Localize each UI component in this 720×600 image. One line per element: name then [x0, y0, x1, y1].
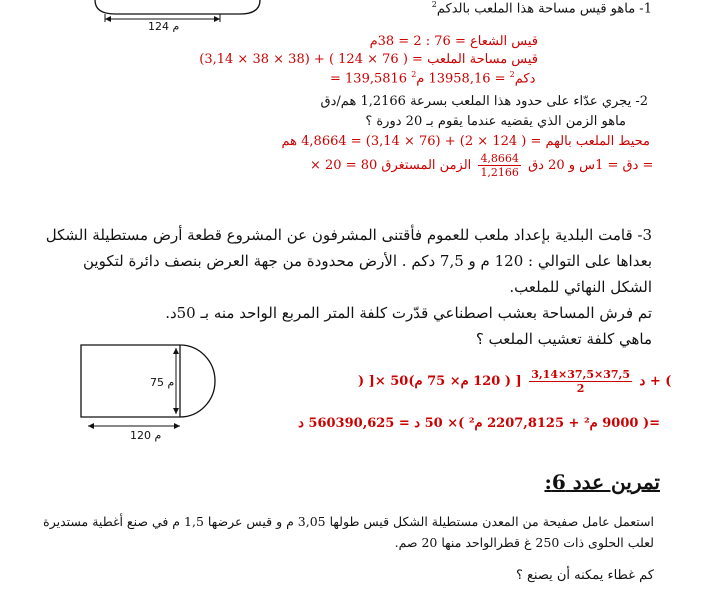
ex6-paragraph-line2: لعلب الحلوى ذات 250 غ قطرالواحد منها 20 صم. [394, 535, 654, 550]
stadium-figure-top [70, 0, 270, 32]
ex3-paragraph-line4: تم فرش المساحة بعشب اصطناعي قدّرت كلفة المتر المربع الواحد منه بـ 50د. [165, 304, 652, 322]
ex3-paragraph-line1: 3- قامت البلدية بإعداد ملعب للعموم فأقتنى المشرفون عن المشروع قطعة أرض مستطيلة الشكل [45, 226, 652, 244]
stadium-figure-ex3 [80, 340, 250, 445]
fig-height-label: 75 م [150, 376, 175, 389]
ex3-cost-result: =( 9000 م² + 2207,8125 م² )× 50 د = 560390,625 د [298, 416, 660, 431]
answer-2-time: × 20 = 80 دق = 1س و 20 دق $\frac{4,8664}{1,2166}$ الزمن المستغرق = [310, 152, 654, 179]
fig-top-width-label: 124 م [148, 20, 180, 32]
answer-2-perimeter: محيط الملعب بالهم = ( 124 × 2) + (76 × 3,14) = 4,8664 هم [281, 134, 650, 149]
ex3-paragraph-line2: بعداها على التوالي : 120 م و 7,5 دكم . الأرض محدودة من جهة العرض بنصف دائرة لتكوين [83, 252, 652, 270]
ex3-cost-formula: ) ]× 50د $\frac{3,14\times 37,5\times 37,5}{2}$ [ ( 120 م× 75 م) + ( [358, 368, 672, 395]
answer-1-area-result: = 139,5816 دكم$^2$ = 13958,16 م$^2$ [330, 70, 536, 87]
ex6-question: كم غطاء يمكنه أن يصنع ؟ [515, 568, 654, 583]
answer-1-area-formula: قيس مساحة الملعب = ( 76 × 124 ) + (38 × 38 × 3,14) [199, 52, 538, 67]
ex3-paragraph-line3: الشكل النهائي للملعب. [509, 278, 652, 296]
question-2-line1: 2- يجري عدّاء على حدود هذا الملعب بسرعة 1,2166 هم/دق [320, 94, 648, 109]
ex6-title: تمرين عدد 6: [544, 470, 660, 494]
answer-1-radius: قيس الشعاع = 76 : 2 = 38م [369, 34, 538, 49]
question-2-line2: ماهو الزمن الذي يقضيه عندما يقوم بـ 20 دورة ؟ [365, 114, 626, 129]
ex3-question: ماهي كلفة تعشيب الملعب ؟ [475, 330, 652, 348]
ex6-paragraph-line1: استعمل عامل صفيحة من المعدن مستطيلة الشكل قيس طولها 3,05 م و قيس عرضها 1,5 م في صنع أغطية مستديرة [43, 514, 654, 529]
fig-width-label: 120 م [130, 429, 162, 442]
question-1: 1- ماهو قيس مساحة هذا الملعب بالدكم$^2$ [431, 0, 652, 17]
